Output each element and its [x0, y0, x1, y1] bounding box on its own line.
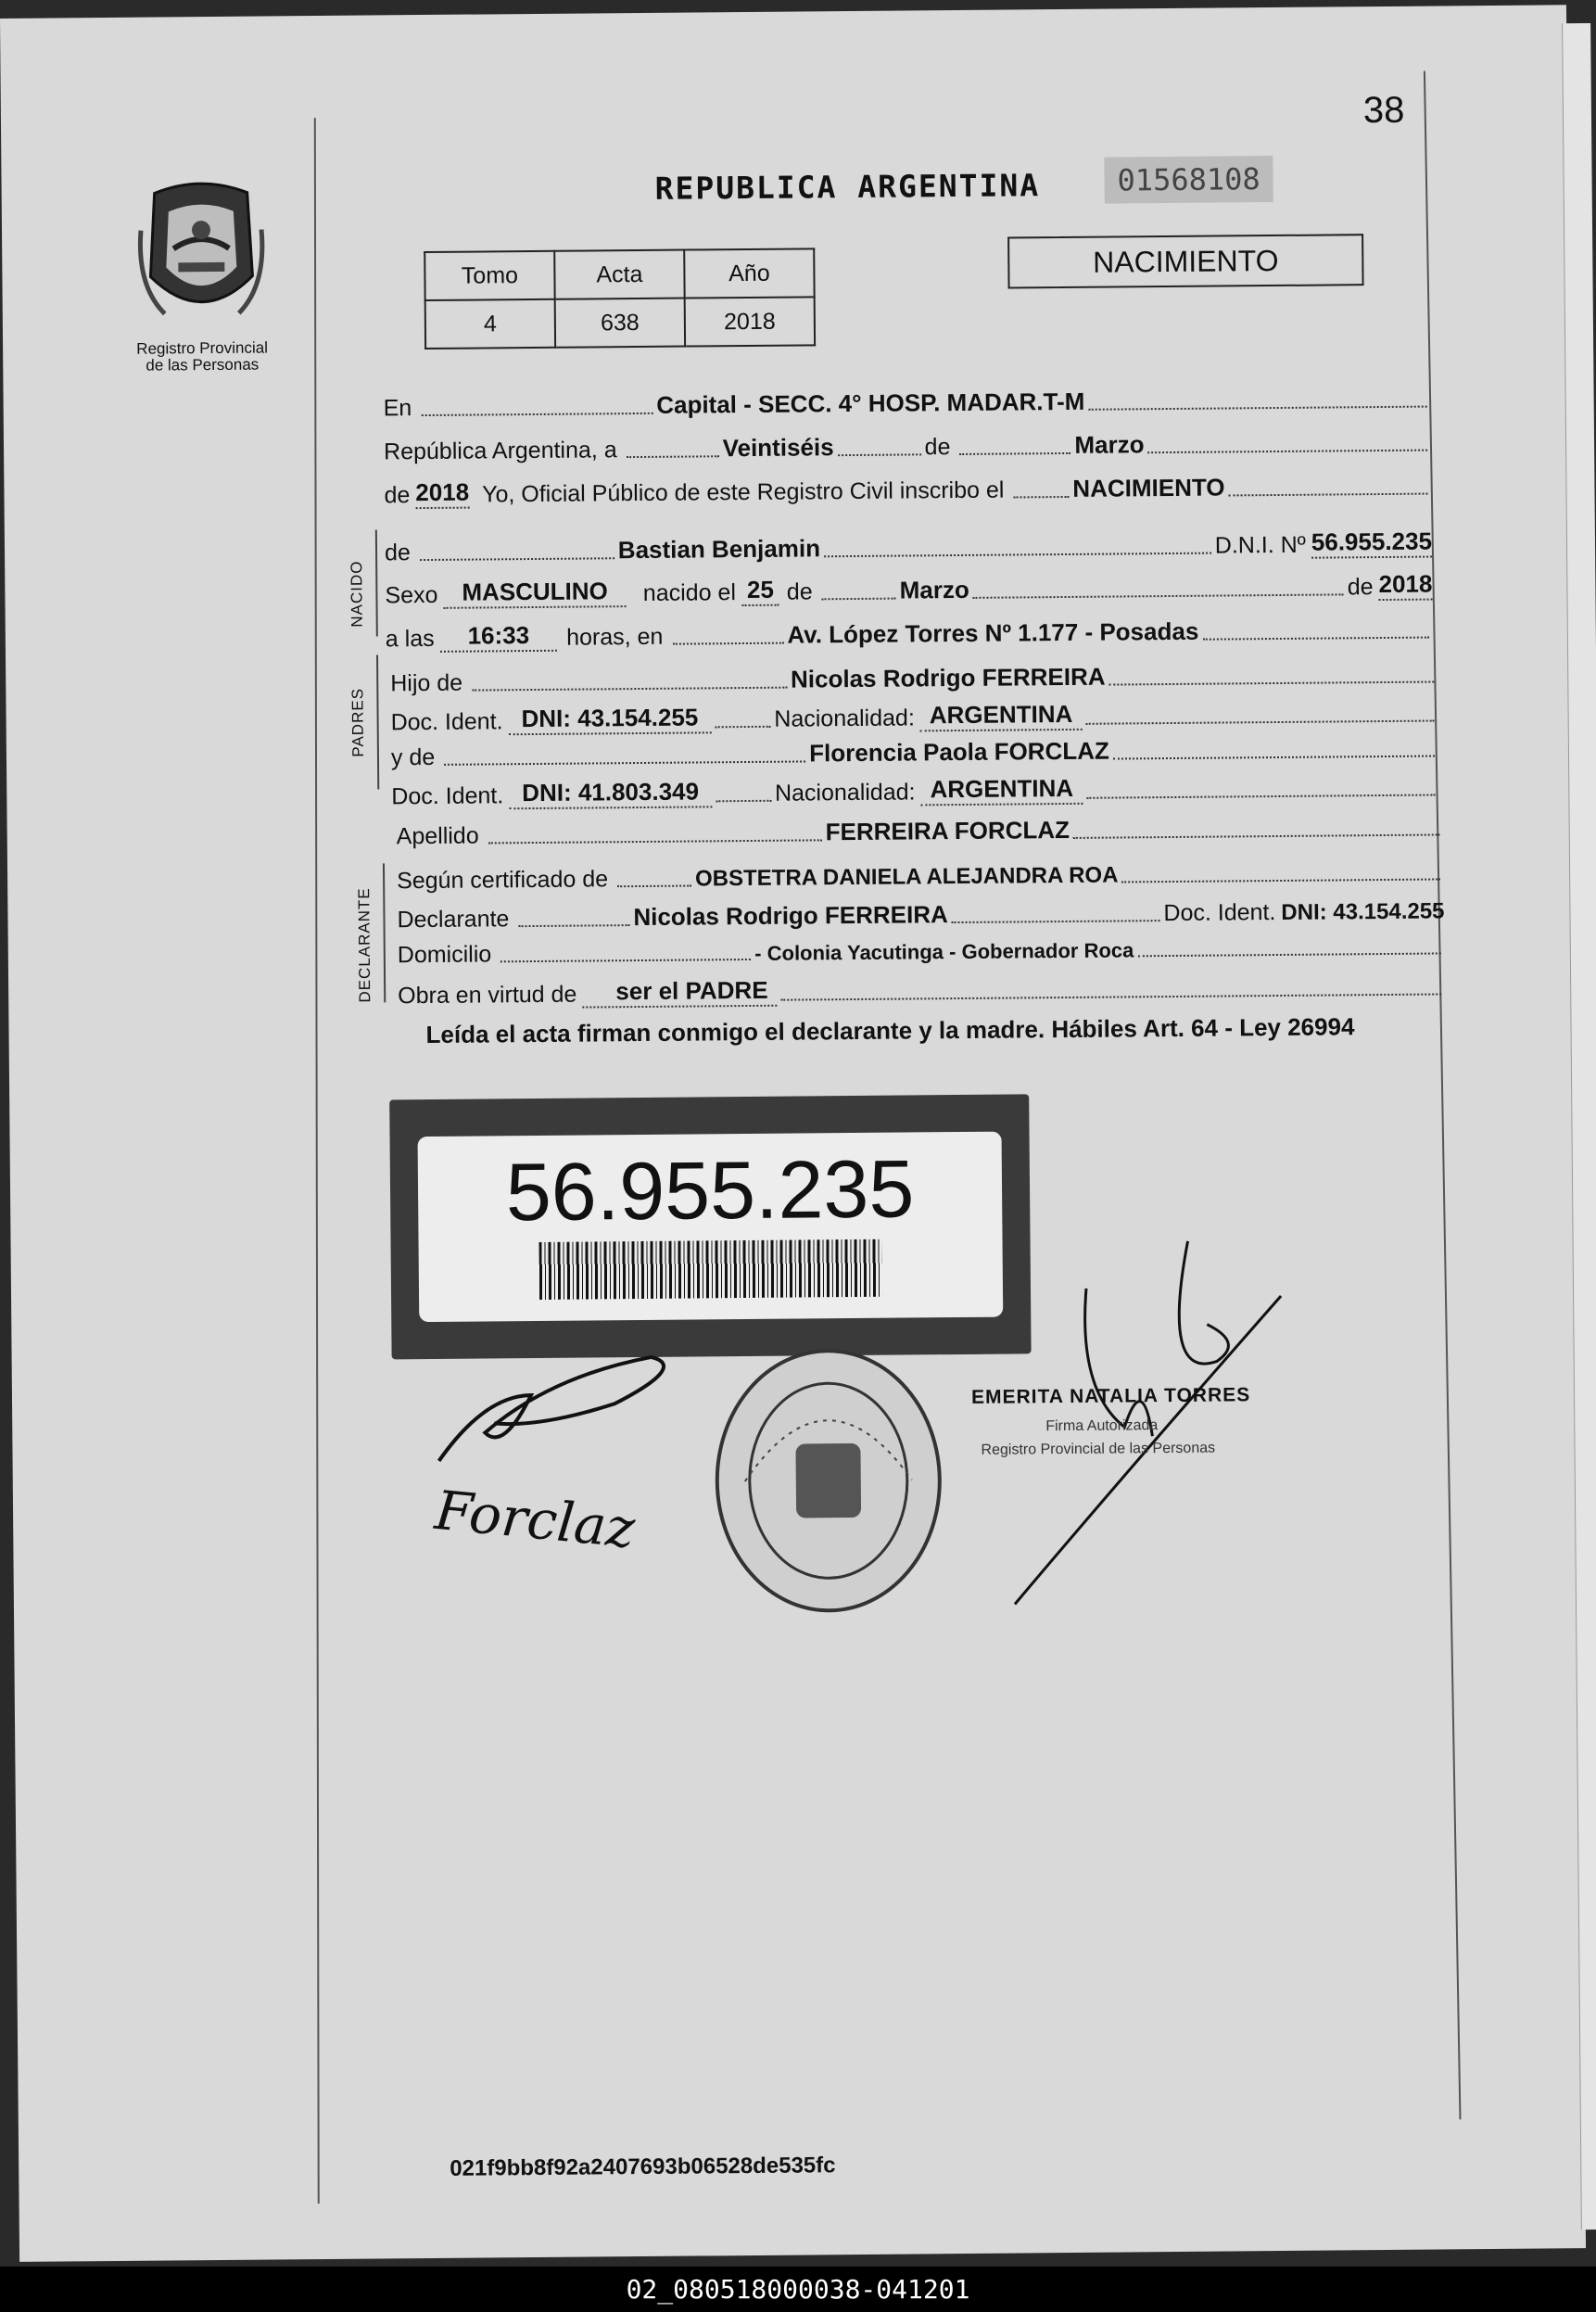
- row-domicilio: [398, 933, 1445, 969]
- dots: [824, 551, 1211, 558]
- mes-value: Marzo: [1074, 430, 1145, 459]
- nac-label: Nacionalidad:: [774, 705, 915, 732]
- acta-header: Acta: [554, 250, 684, 299]
- row-apellido: [397, 812, 1444, 850]
- row-obra: [398, 970, 1445, 1010]
- obra-label: Obra en virtud de: [398, 981, 577, 1010]
- dni-label: D.N.I. Nº: [1214, 531, 1306, 559]
- registry-table: [424, 248, 816, 349]
- nacido-side-label: NACIDO: [348, 560, 366, 628]
- hora-value: 16:33: [440, 621, 558, 653]
- dots: [838, 451, 921, 456]
- left-margin-line: [314, 118, 320, 2204]
- alas-label: a las: [385, 625, 435, 653]
- certificado-label: Según certificado de: [397, 866, 609, 895]
- madre-value: Florencia Paola FORCLAZ: [809, 736, 1109, 768]
- dots: [500, 957, 751, 962]
- declarante-value: Nicolas Rodrigo FERREIRA: [633, 900, 948, 932]
- republica-label: República Argentina, a: [383, 437, 617, 465]
- nacido-bracket: [375, 529, 378, 636]
- padre-nac: ARGENTINA: [920, 700, 1083, 732]
- nacido-label: nacido el: [642, 579, 737, 606]
- certificado-value: OBSTETRA DANIELA ALEJANDRA ROA: [694, 862, 1119, 892]
- dots: [617, 883, 691, 888]
- dots: [952, 918, 1160, 923]
- dots: [973, 591, 1344, 598]
- tomo-value: 4: [425, 299, 555, 349]
- dots: [1109, 680, 1435, 686]
- de5-label: de: [1347, 574, 1374, 601]
- dni-value: 56.955.235: [1311, 527, 1432, 559]
- hijo-label: Hijo de: [390, 669, 463, 697]
- horas-label: horas, en: [566, 623, 664, 651]
- row-declarante: [397, 896, 1444, 934]
- provincial-seal-icon: [135, 174, 266, 333]
- de-label: de: [924, 434, 951, 461]
- official-name: EMERITA NATALIA TORRES: [970, 1384, 1251, 1408]
- dots: [1085, 718, 1434, 725]
- madre-nac: ARGENTINA: [920, 774, 1083, 807]
- doc3-label: Doc. Ident.: [1163, 899, 1276, 927]
- dni-sticker: [389, 1094, 1031, 1359]
- act-type-box: NACIMIENTO: [1007, 234, 1363, 288]
- oficial-text: Yo, Oficial Público de este Registro Civil inscribo el: [482, 476, 1005, 508]
- padres-side-label: PADRES: [348, 687, 367, 757]
- dots: [421, 411, 652, 416]
- row-madre: [391, 733, 1438, 771]
- dots: [627, 453, 719, 458]
- row-hora: [386, 614, 1433, 654]
- declarante-label: Declarante: [397, 906, 510, 934]
- nacido-mes: Marzo: [899, 575, 969, 604]
- de3-label: de: [384, 540, 411, 566]
- right-margin-line: [1424, 71, 1462, 2120]
- closing-text: Leída el acta firman conmigo el declarante y la madre. Hábiles Art. 64 - Ley 26994: [425, 1012, 1355, 1049]
- dia-value: Veintiséis: [722, 433, 834, 463]
- dots: [420, 555, 614, 561]
- dots: [444, 758, 805, 765]
- file-footer: 02_080518000038-041201: [0, 2267, 1596, 2312]
- row-hijo: [390, 659, 1438, 697]
- tomo-header: Tomo: [424, 251, 554, 300]
- row-oficial: [384, 470, 1431, 510]
- registry-logo: [121, 173, 281, 374]
- anio-value: 2018: [415, 478, 469, 510]
- madre-doc: DNI: 41.803.349: [509, 777, 712, 809]
- dots: [715, 724, 770, 729]
- inscribo-value: NACIMIENTO: [1072, 473, 1225, 502]
- logo-text-line1: Registro Provincial: [136, 338, 269, 358]
- declarante-side-label: DECLARANTE: [355, 887, 374, 1003]
- anio-value: 2018: [685, 297, 815, 346]
- lugar-value: Av. López Torres Nº 1.177 - Posadas: [787, 616, 1199, 649]
- dots: [781, 991, 1442, 1000]
- dots: [1113, 754, 1435, 760]
- official-org: Registro Provincial de las Personas: [981, 1440, 1216, 1458]
- de4-label: de: [786, 578, 813, 605]
- domicilio-label: Domicilio: [397, 941, 492, 969]
- row-sexo: [385, 570, 1432, 610]
- official-stamp: [706, 1340, 950, 1620]
- sexo-value: MASCULINO: [443, 577, 627, 609]
- row-madre-doc: [391, 770, 1438, 810]
- padre-value: Nicolas Rodrigo FERREIRA: [790, 662, 1106, 693]
- logo-text-line2: de las Personas: [146, 355, 260, 375]
- dots: [1148, 448, 1428, 454]
- dots: [1013, 494, 1069, 499]
- de2-label: de: [384, 482, 411, 509]
- padre-doc: DNI: 43.154.255: [508, 703, 711, 735]
- obra-value: ser el PADRE: [582, 976, 778, 1009]
- apellido-value: FERREIRA FORCLAZ: [825, 815, 1070, 846]
- dots: [1137, 950, 1441, 957]
- dots: [488, 837, 822, 844]
- domicilio-value: - Colonia Yacutinga - Gobernador Roca: [754, 938, 1134, 965]
- row-republica: [384, 428, 1431, 466]
- barcode: [539, 1239, 883, 1300]
- dots: [1086, 793, 1435, 799]
- nacido-dia: 25: [741, 576, 779, 606]
- row-certificado: [397, 858, 1444, 895]
- document-hash: 021f9bb8f92a2407693b06528de535fc: [450, 2153, 836, 2181]
- dots: [472, 685, 787, 692]
- apellido-label: Apellido: [396, 822, 479, 850]
- doc2-label: Doc. Ident.: [391, 782, 504, 810]
- en-label: En: [383, 395, 412, 422]
- padres-bracket: [376, 654, 379, 789]
- handwritten-signature: Forclaz: [432, 1478, 638, 1561]
- dni-sticker-inner: [418, 1132, 1004, 1322]
- row-en: [384, 385, 1431, 423]
- dots: [1202, 635, 1429, 641]
- document-page: [0, 5, 1586, 2262]
- nombre-value: Bastian Benjamin: [617, 534, 821, 565]
- dots: [1122, 876, 1441, 883]
- official-role: Firma Autorizada: [1045, 1417, 1159, 1435]
- declarante-bracket: [383, 863, 386, 1002]
- serial-number: 01568108: [1104, 156, 1273, 204]
- page-number: 38: [1362, 89, 1405, 132]
- yde-label: y de: [390, 743, 436, 771]
- declarant-signature-scribble: [428, 1338, 698, 1470]
- dots: [672, 641, 783, 645]
- nac2-label: Nacionalidad:: [774, 779, 916, 807]
- page-edge: [1562, 23, 1596, 2229]
- doc-label: Doc. Ident.: [390, 708, 503, 736]
- dots: [959, 451, 1070, 455]
- row-padre-doc: [390, 696, 1438, 736]
- dots: [1088, 404, 1426, 411]
- dni-sticker-number: 56.955.235: [505, 1142, 915, 1239]
- anio-header: Año: [684, 248, 814, 298]
- dots: [822, 596, 896, 601]
- sexo-label: Sexo: [385, 581, 438, 609]
- dots: [1229, 491, 1428, 497]
- dots: [1073, 832, 1440, 838]
- document-title: REPUBLICA ARGENTINA: [654, 167, 1041, 207]
- row-nombre: [385, 527, 1432, 567]
- acta-value: 638: [555, 299, 685, 348]
- declarante-doc: DNI: 43.154.255: [1281, 898, 1445, 925]
- dots: [518, 922, 629, 927]
- dots: [716, 798, 771, 803]
- nacido-anio: 2018: [1378, 570, 1432, 602]
- en-value: Capital - SECC. 4° HOSP. MADAR.T-M: [656, 387, 1085, 419]
